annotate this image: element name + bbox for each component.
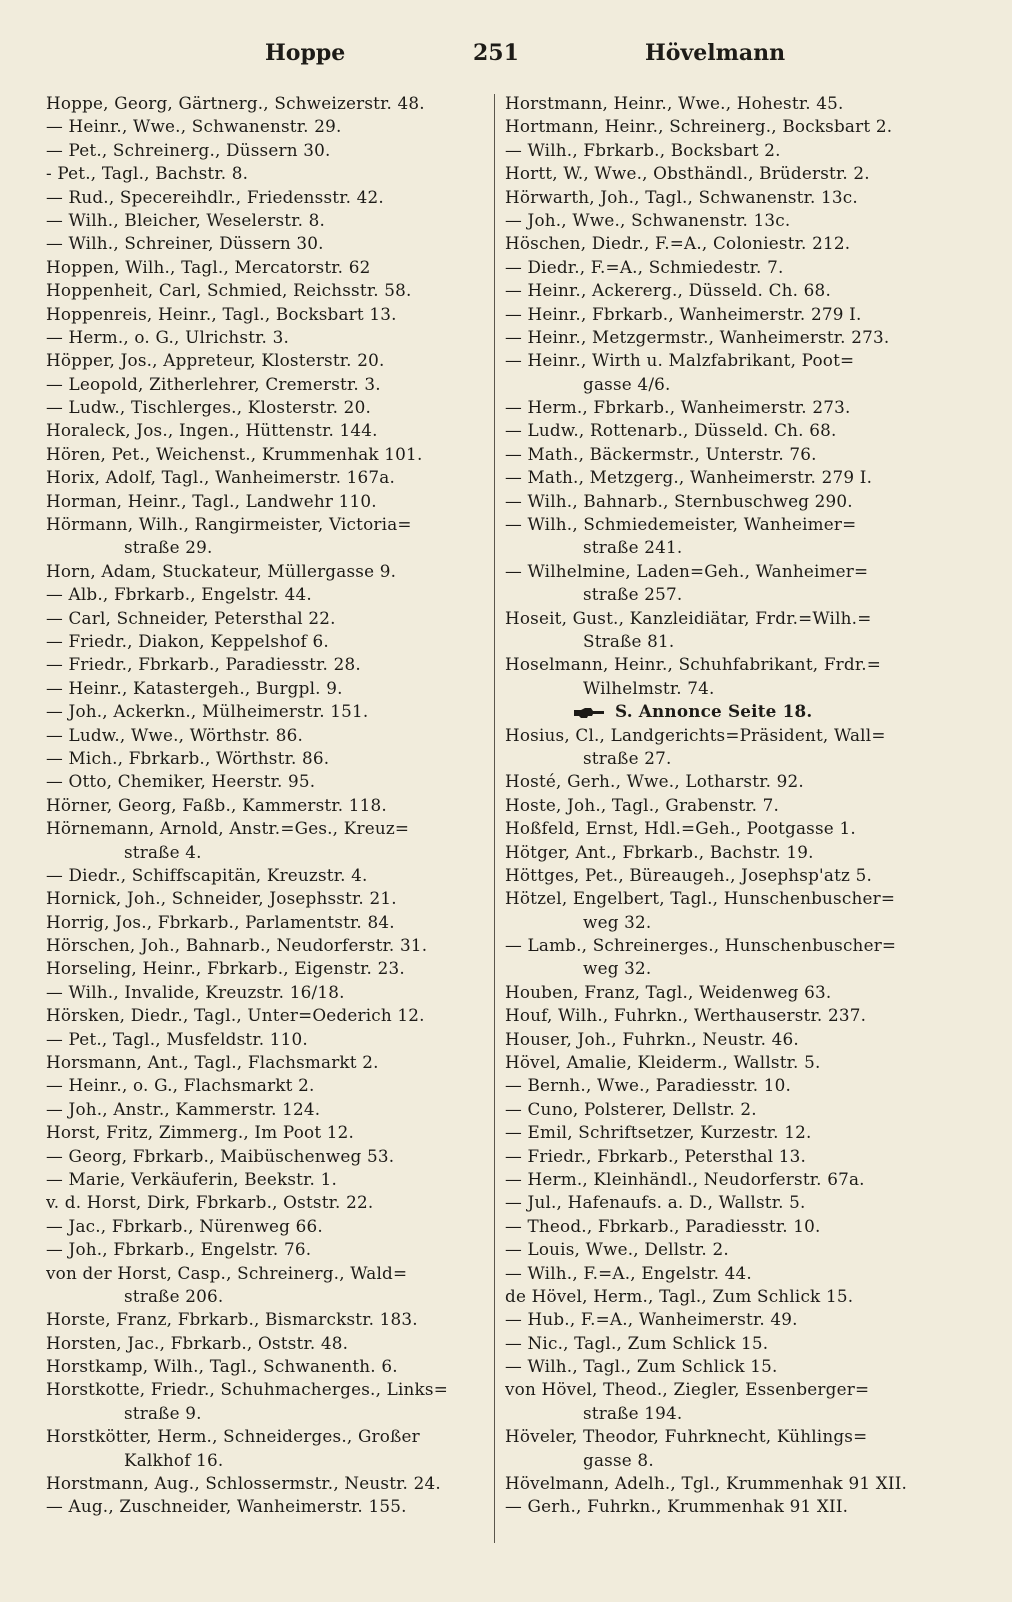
directory-entry-line: — Alb., Fbrkarb., Engelstr. 44. (46, 584, 312, 605)
directory-entry-line: Hörschen, Joh., Bahnarb., Neudorferstr. 31. (46, 935, 428, 956)
directory-entry-line: — Cuno, Polsterer, Dellstr. 2. (505, 1098, 757, 1119)
directory-entry-line: Horstkotte, Friedr., Schuhmacherges., Links= (46, 1379, 449, 1400)
directory-entry-line: straße 27. (583, 747, 672, 768)
directory-entry-line: — Ludw., Wwe., Wörthstr. 86. (46, 724, 304, 745)
directory-entry-line: — Joh., Ackerkn., Mülheimerstr. 151. (46, 701, 369, 722)
header-right-keyword: Hövelmann (645, 40, 786, 66)
directory-entry-line: straße 9. (124, 1402, 202, 1423)
directory-entry-line: — Mich., Fbrkarb., Wörthstr. 86. (46, 747, 330, 768)
directory-entry-line: — Jac., Fbrkarb., Nürenweg 66. (46, 1215, 323, 1236)
directory-entry-line: Horix, Adolf, Tagl., Wanheimerstr. 167a. (46, 467, 396, 488)
directory-entry-line: — Wilh., Bahnarb., Sternbuschweg 290. (505, 490, 853, 511)
right-column (505, 92, 937, 1519)
directory-entry-line: — Friedr., Fbrkarb., Petersthal 13. (505, 1145, 807, 1166)
directory-entry-line: — Heinr., Ackererg., Düsseld. Ch. 68. (505, 280, 831, 301)
directory-entry-line: Horsten, Jac., Fbrkarb., Oststr. 48. (46, 1332, 349, 1353)
page-number: 251 (473, 40, 519, 66)
directory-entry-line: — Joh., Anstr., Kammerstr. 124. (46, 1098, 321, 1119)
directory-entry-line: — Heinr., Metzgermstr., Wanheimerstr. 273. (505, 326, 890, 347)
directory-entry-line: Hoßfeld, Ernst, Hdl.=Geh., Pootgasse 1. (505, 818, 856, 839)
directory-entry-line: — Heinr., o. G., Flachsmarkt 2. (46, 1075, 315, 1096)
directory-entry-line: Horaleck, Jos., Ingen., Hüttenstr. 144. (46, 420, 378, 441)
directory-entry-line: weg 32. (583, 911, 652, 932)
directory-entry-line: — Wilhelmine, Laden=Geh., Wanheimer= (505, 560, 869, 581)
directory-entry-line: gasse 4/6. (583, 373, 671, 394)
directory-entry-line: Höveler, Theodor, Fuhrknecht, Kühlings= (505, 1426, 868, 1447)
directory-entry-line: Hörmann, Wilh., Rangirmeister, Victoria= (46, 514, 412, 535)
directory-entry-line: Houser, Joh., Fuhrkn., Neustr. 46. (505, 1028, 799, 1049)
directory-entry-line: — Marie, Verkäuferin, Beekstr. 1. (46, 1168, 337, 1189)
annonce-reference (505, 700, 937, 723)
directory-entry-line: von Hövel, Theod., Ziegler, Essenberger= (505, 1379, 870, 1400)
directory-entry-line: Horstmann, Aug., Schlossermstr., Neustr. 24. (46, 1473, 441, 1494)
directory-entry-line: — Heinr., Wirth u. Malzfabrikant, Poot= (505, 350, 855, 371)
directory-entry-line: gasse 8. (583, 1449, 654, 1470)
directory-entry-line: Hortt, W., Wwe., Obsthändl., Brüderstr. 2. (505, 163, 870, 184)
page-header (40, 40, 980, 74)
directory-entry-line: Höschen, Diedr., F.=A., Coloniestr. 212. (505, 233, 851, 254)
directory-entry-line: Hörner, Georg, Faßb., Kammerstr. 118. (46, 794, 387, 815)
directory-entry-line: Hötger, Ant., Fbrkarb., Bachstr. 19. (505, 841, 814, 862)
directory-entry-line: — Lamb., Schreinerges., Hunschenbuscher= (505, 935, 897, 956)
directory-entry-line: — Otto, Chemiker, Heerstr. 95. (46, 771, 316, 792)
directory-entry-line: — Heinr., Katastergeh., Burgpl. 9. (46, 677, 343, 698)
directory-entry-line: Horstkötter, Herm., Schneiderges., Großer (46, 1426, 420, 1447)
directory-entry-line: — Aug., Zuschneider, Wanheimerstr. 155. (46, 1496, 407, 1517)
directory-entry-line: Horman, Heinr., Tagl., Landwehr 110. (46, 490, 377, 511)
directory-entry-line: Horrig, Jos., Fbrkarb., Parlamentstr. 84. (46, 911, 395, 932)
column-divider (494, 94, 495, 1543)
directory-entry-line: — Wilh., Schreiner, Düssern 30. (46, 233, 324, 254)
directory-entry-line: Hoppenheit, Carl, Schmied, Reichsstr. 58. (46, 280, 412, 301)
directory-entry-line: straße 257. (583, 584, 683, 605)
directory-entry-line: Hoste, Joh., Tagl., Grabenstr. 7. (505, 794, 780, 815)
directory-entry-line: — Heinr., Wwe., Schwanenstr. 29. (46, 116, 342, 137)
directory-entry-line: — Jul., Hafenaufs. a. D., Wallstr. 5. (505, 1192, 806, 1213)
directory-entry-line: Wilhelmstr. 74. (583, 677, 715, 698)
directory-entry-line: Horsmann, Ant., Tagl., Flachsmarkt 2. (46, 1052, 379, 1073)
directory-entry-line: Höttges, Pet., Büreaugeh., Josephsp'atz 5. (505, 864, 873, 885)
directory-entry-line: straße 206. (124, 1285, 224, 1306)
directory-entry-line: Hoppen, Wilh., Tagl., Mercatorstr. 62 (46, 256, 371, 277)
directory-entry-line: — Georg, Fbrkarb., Maibüschenweg 53. (46, 1145, 395, 1166)
directory-entry-line: Hövelmann, Adelh., Tgl., Krummenhak 91 XII. (505, 1473, 908, 1494)
directory-entry-line: straße 194. (583, 1402, 683, 1423)
directory-entry-line: straße 241. (583, 537, 683, 558)
directory-entry-line: — Bernh., Wwe., Paradiesstr. 10. (505, 1075, 792, 1096)
directory-entry-line: — Hub., F.=A., Wanheimerstr. 49. (505, 1309, 798, 1330)
directory-entry-line: — Wilh., Schmiedemeister, Wanheimer= (505, 514, 857, 535)
directory-entry-line: — Louis, Wwe., Dellstr. 2. (505, 1239, 729, 1260)
directory-entry-line: Hören, Pet., Weichenst., Krummenhak 101. (46, 443, 423, 464)
directory-entry-line: Hörsken, Diedr., Tagl., Unter=Oederich 12. (46, 1005, 425, 1026)
header-left-keyword: Hoppe (265, 40, 346, 66)
directory-entry-line: — Joh., Wwe., Schwanenstr. 13c. (505, 209, 791, 230)
directory-entry-line: Hosté, Gerh., Wwe., Lotharstr. 92. (505, 771, 804, 792)
directory-entry-line: — Friedr., Diakon, Keppelshof 6. (46, 630, 329, 651)
directory-entry-line: Hövel, Amalie, Kleiderm., Wallstr. 5. (505, 1052, 821, 1073)
directory-entry-line: straße 29. (124, 537, 213, 558)
directory-entry-line: weg 32. (583, 958, 652, 979)
directory-entry-line: — Heinr., Fbrkarb., Wanheimerstr. 279 I. (505, 303, 862, 324)
directory-entry-line: — Pet., Tagl., Musfeldstr. 110. (46, 1028, 308, 1049)
annonce-text: S. Annonce Seite 18. (615, 701, 813, 722)
directory-entry-line: — Diedr., Schiffscapitän, Kreuzstr. 4. (46, 864, 368, 885)
directory-entry-line: straße 4. (124, 841, 202, 862)
directory-entry-line: von der Horst, Casp., Schreinerg., Wald= (46, 1262, 408, 1283)
directory-entry-line: Kalkhof 16. (124, 1449, 224, 1470)
directory-entry-line: v. d. Horst, Dirk, Fbrkarb., Oststr. 22. (46, 1192, 374, 1213)
directory-entry-line: Horstmann, Heinr., Wwe., Hohestr. 45. (505, 93, 844, 113)
directory-entry-line: Hötzel, Engelbert, Tagl., Hunschenbuscher= (505, 888, 896, 909)
directory-entry-line: Horseling, Heinr., Fbrkarb., Eigenstr. 23. (46, 958, 405, 979)
directory-entry-line: — Nic., Tagl., Zum Schlick 15. (505, 1332, 769, 1353)
directory-entry-line: — Ludw., Tischlerges., Klosterstr. 20. (46, 397, 371, 418)
directory-entry-line: — Math., Metzgerg., Wanheimerstr. 279 I. (505, 467, 873, 488)
directory-entry-line: Horstkamp, Wilh., Tagl., Schwanenth. 6. (46, 1356, 398, 1377)
directory-entry-line: Horste, Franz, Fbrkarb., Bismarckstr. 183. (46, 1309, 418, 1330)
directory-entry-line: Hörnemann, Arnold, Anstr.=Ges., Kreuz= (46, 818, 410, 839)
left-column (46, 92, 482, 1519)
directory-entry-line: — Wilh., Bleicher, Weselerstr. 8. (46, 209, 326, 230)
directory-entry-line: — Rud., Specereihdlr., Friedensstr. 42. (46, 186, 384, 207)
directory-entry-line: — Herm., Kleinhändl., Neudorferstr. 67a. (505, 1168, 865, 1189)
directory-entry-line: Horst, Fritz, Zimmerg., Im Poot 12. (46, 1122, 355, 1143)
directory-entry-line: — Diedr., F.=A., Schmiedestr. 7. (505, 256, 784, 277)
directory-entry-line: — Gerh., Fuhrkn., Krummenhak 91 XII. (505, 1496, 849, 1517)
directory-entry-line: — Wilh., Invalide, Kreuzstr. 16/18. (46, 981, 345, 1002)
directory-entry-line: Hoppe, Georg, Gärtnerg., Schweizerstr. 48. (46, 93, 425, 113)
directory-entry-line: de Hövel, Herm., Tagl., Zum Schlick 15. (505, 1285, 854, 1306)
directory-entry-line: — Herm., Fbrkarb., Wanheimerstr. 273. (505, 397, 851, 418)
pointing-hand-icon (573, 707, 605, 719)
directory-entry-line: Hoseit, Gust., Kanzleidiätar, Frdr.=Wilh.= (505, 607, 872, 628)
directory-entry-line: — Theod., Fbrkarb., Paradiesstr. 10. (505, 1215, 821, 1236)
directory-entry-line: Hoselmann, Heinr., Schuhfabrikant, Frdr.= (505, 654, 882, 675)
directory-entry-line: Hortmann, Heinr., Schreinerg., Bocksbart 2. (505, 116, 893, 137)
directory-entry-line: — Wilh., Fbrkarb., Bocksbart 2. (505, 139, 781, 160)
directory-entry-line: — Pet., Schreinerg., Düssern 30. (46, 139, 331, 160)
directory-entry-line: Hosius, Cl., Landgerichts=Präsident, Wall= (505, 724, 886, 745)
directory-entry-line: Straße 81. (583, 630, 675, 651)
directory-entry-line: Höpper, Jos., Appreteur, Klosterstr. 20. (46, 350, 385, 371)
directory-entry-line: Houf, Wilh., Fuhrkn., Werthauserstr. 237. (505, 1005, 867, 1026)
directory-entry-line: — Carl, Schneider, Petersthal 22. (46, 607, 336, 628)
directory-entry-line: — Math., Bäckermstr., Unterstr. 76. (505, 443, 817, 464)
directory-entry-line: — Joh., Fbrkarb., Engelstr. 76. (46, 1239, 312, 1260)
directory-entry-line: - Pet., Tagl., Bachstr. 8. (46, 163, 249, 184)
directory-entry-line: — Emil, Schriftsetzer, Kurzestr. 12. (505, 1122, 812, 1143)
directory-entry-line: — Friedr., Fbrkarb., Paradiesstr. 28. (46, 654, 361, 675)
directory-entry-line: — Wilh., Tagl., Zum Schlick 15. (505, 1356, 778, 1377)
directory-entry-line: Hörwarth, Joh., Tagl., Schwanenstr. 13c. (505, 186, 858, 207)
directory-entry-line: Horn, Adam, Stuckateur, Müllergasse 9. (46, 560, 397, 581)
directory-entry-line: Houben, Franz, Tagl., Weidenweg 63. (505, 981, 832, 1002)
directory-entry-line: Hoppenreis, Heinr., Tagl., Bocksbart 13. (46, 303, 397, 324)
directory-entry-line: — Leopold, Zitherlehrer, Cremerstr. 3. (46, 373, 381, 394)
directory-entry-line: — Herm., o. G., Ulrichstr. 3. (46, 326, 290, 347)
directory-entry-line: — Wilh., F.=A., Engelstr. 44. (505, 1262, 752, 1283)
directory-entry-line: — Ludw., Rottenarb., Düsseld. Ch. 68. (505, 420, 837, 441)
directory-entry-line: Hornick, Joh., Schneider, Josephsstr. 21. (46, 888, 397, 909)
